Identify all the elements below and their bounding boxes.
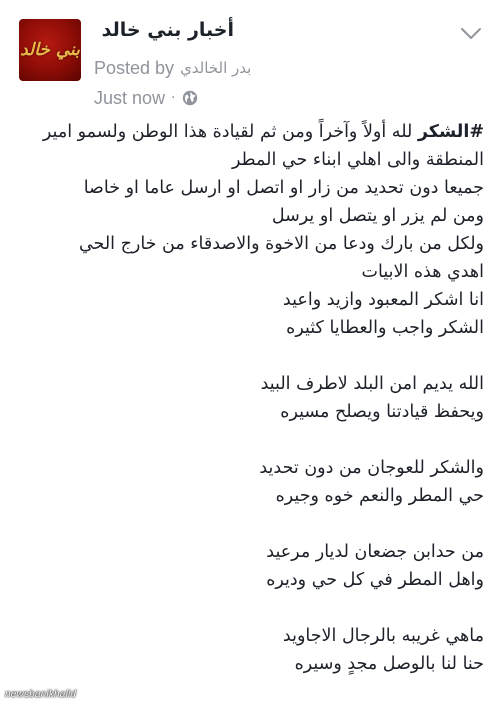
poem-line: حنا لنا بالوصل مجدٍ وسيره [294, 654, 484, 674]
poem-line: الشكر واجب والعطايا كثيره [286, 318, 484, 338]
avatar-logo-text: بني خالد [20, 40, 80, 60]
author-name[interactable]: بدر الخالدي [180, 59, 252, 77]
post-body [14, 118, 484, 678]
poem-line: واهل المطر في كل حي وديره [266, 570, 484, 590]
page-avatar[interactable] [19, 19, 81, 81]
post-timestamp[interactable]: Just now [94, 87, 166, 108]
hashtag-link[interactable]: #الشكر [417, 122, 484, 142]
chevron-down-icon[interactable] [458, 24, 484, 42]
post-line: ولكل من بارك ودعا من الاخوة والاصدقاء من خارج الحي [78, 234, 484, 254]
blank-line [14, 510, 484, 538]
post-header [0, 0, 500, 115]
blank-line [14, 426, 484, 454]
poem-line: ويحفظ قيادتنا ويصلح مسيره [280, 402, 484, 422]
post-line: جميعا دون تحديد من زار او اتصل او ارسل عاما او خاصا [83, 178, 484, 198]
page-name-link[interactable]: أخبار بني خالد [101, 19, 234, 41]
timestamp-line [94, 86, 198, 110]
post-line: اهدي هذه الابيات [361, 262, 484, 282]
posted-by-line [94, 56, 251, 80]
meta-separator: · [171, 90, 176, 106]
poem-line: الله يديم امن البلد لاطرف البيد [260, 374, 484, 394]
poem-line: انا اشكر المعبود وازيد واعيد [282, 290, 484, 310]
blank-line [14, 594, 484, 622]
post-line-text: لله أولاً وآخراً ومن ثم لقيادة هذا الوطن ولسمو امير [42, 122, 418, 142]
post-line: المنطقة والى اهلي ابناء حي المطر [232, 150, 484, 170]
poem-line: حي المطر والنعم خوه وجيره [275, 486, 484, 506]
posted-by-label: Posted by [94, 57, 175, 78]
watermark-text: newsbanikhalid [5, 689, 77, 700]
globe-icon[interactable] [182, 90, 198, 106]
post-line [14, 118, 484, 146]
poem-line: والشكر للعوجان من دون تحديد [259, 458, 484, 478]
blank-line [14, 342, 484, 370]
poem-line: ماهي غريبه بالرجال الاجاويد [282, 626, 484, 646]
poem-line: من حدابن جضعان لديار مرعيد [266, 542, 484, 562]
post-line: ومن لم يزر او يتصل او يرسل [271, 206, 484, 226]
